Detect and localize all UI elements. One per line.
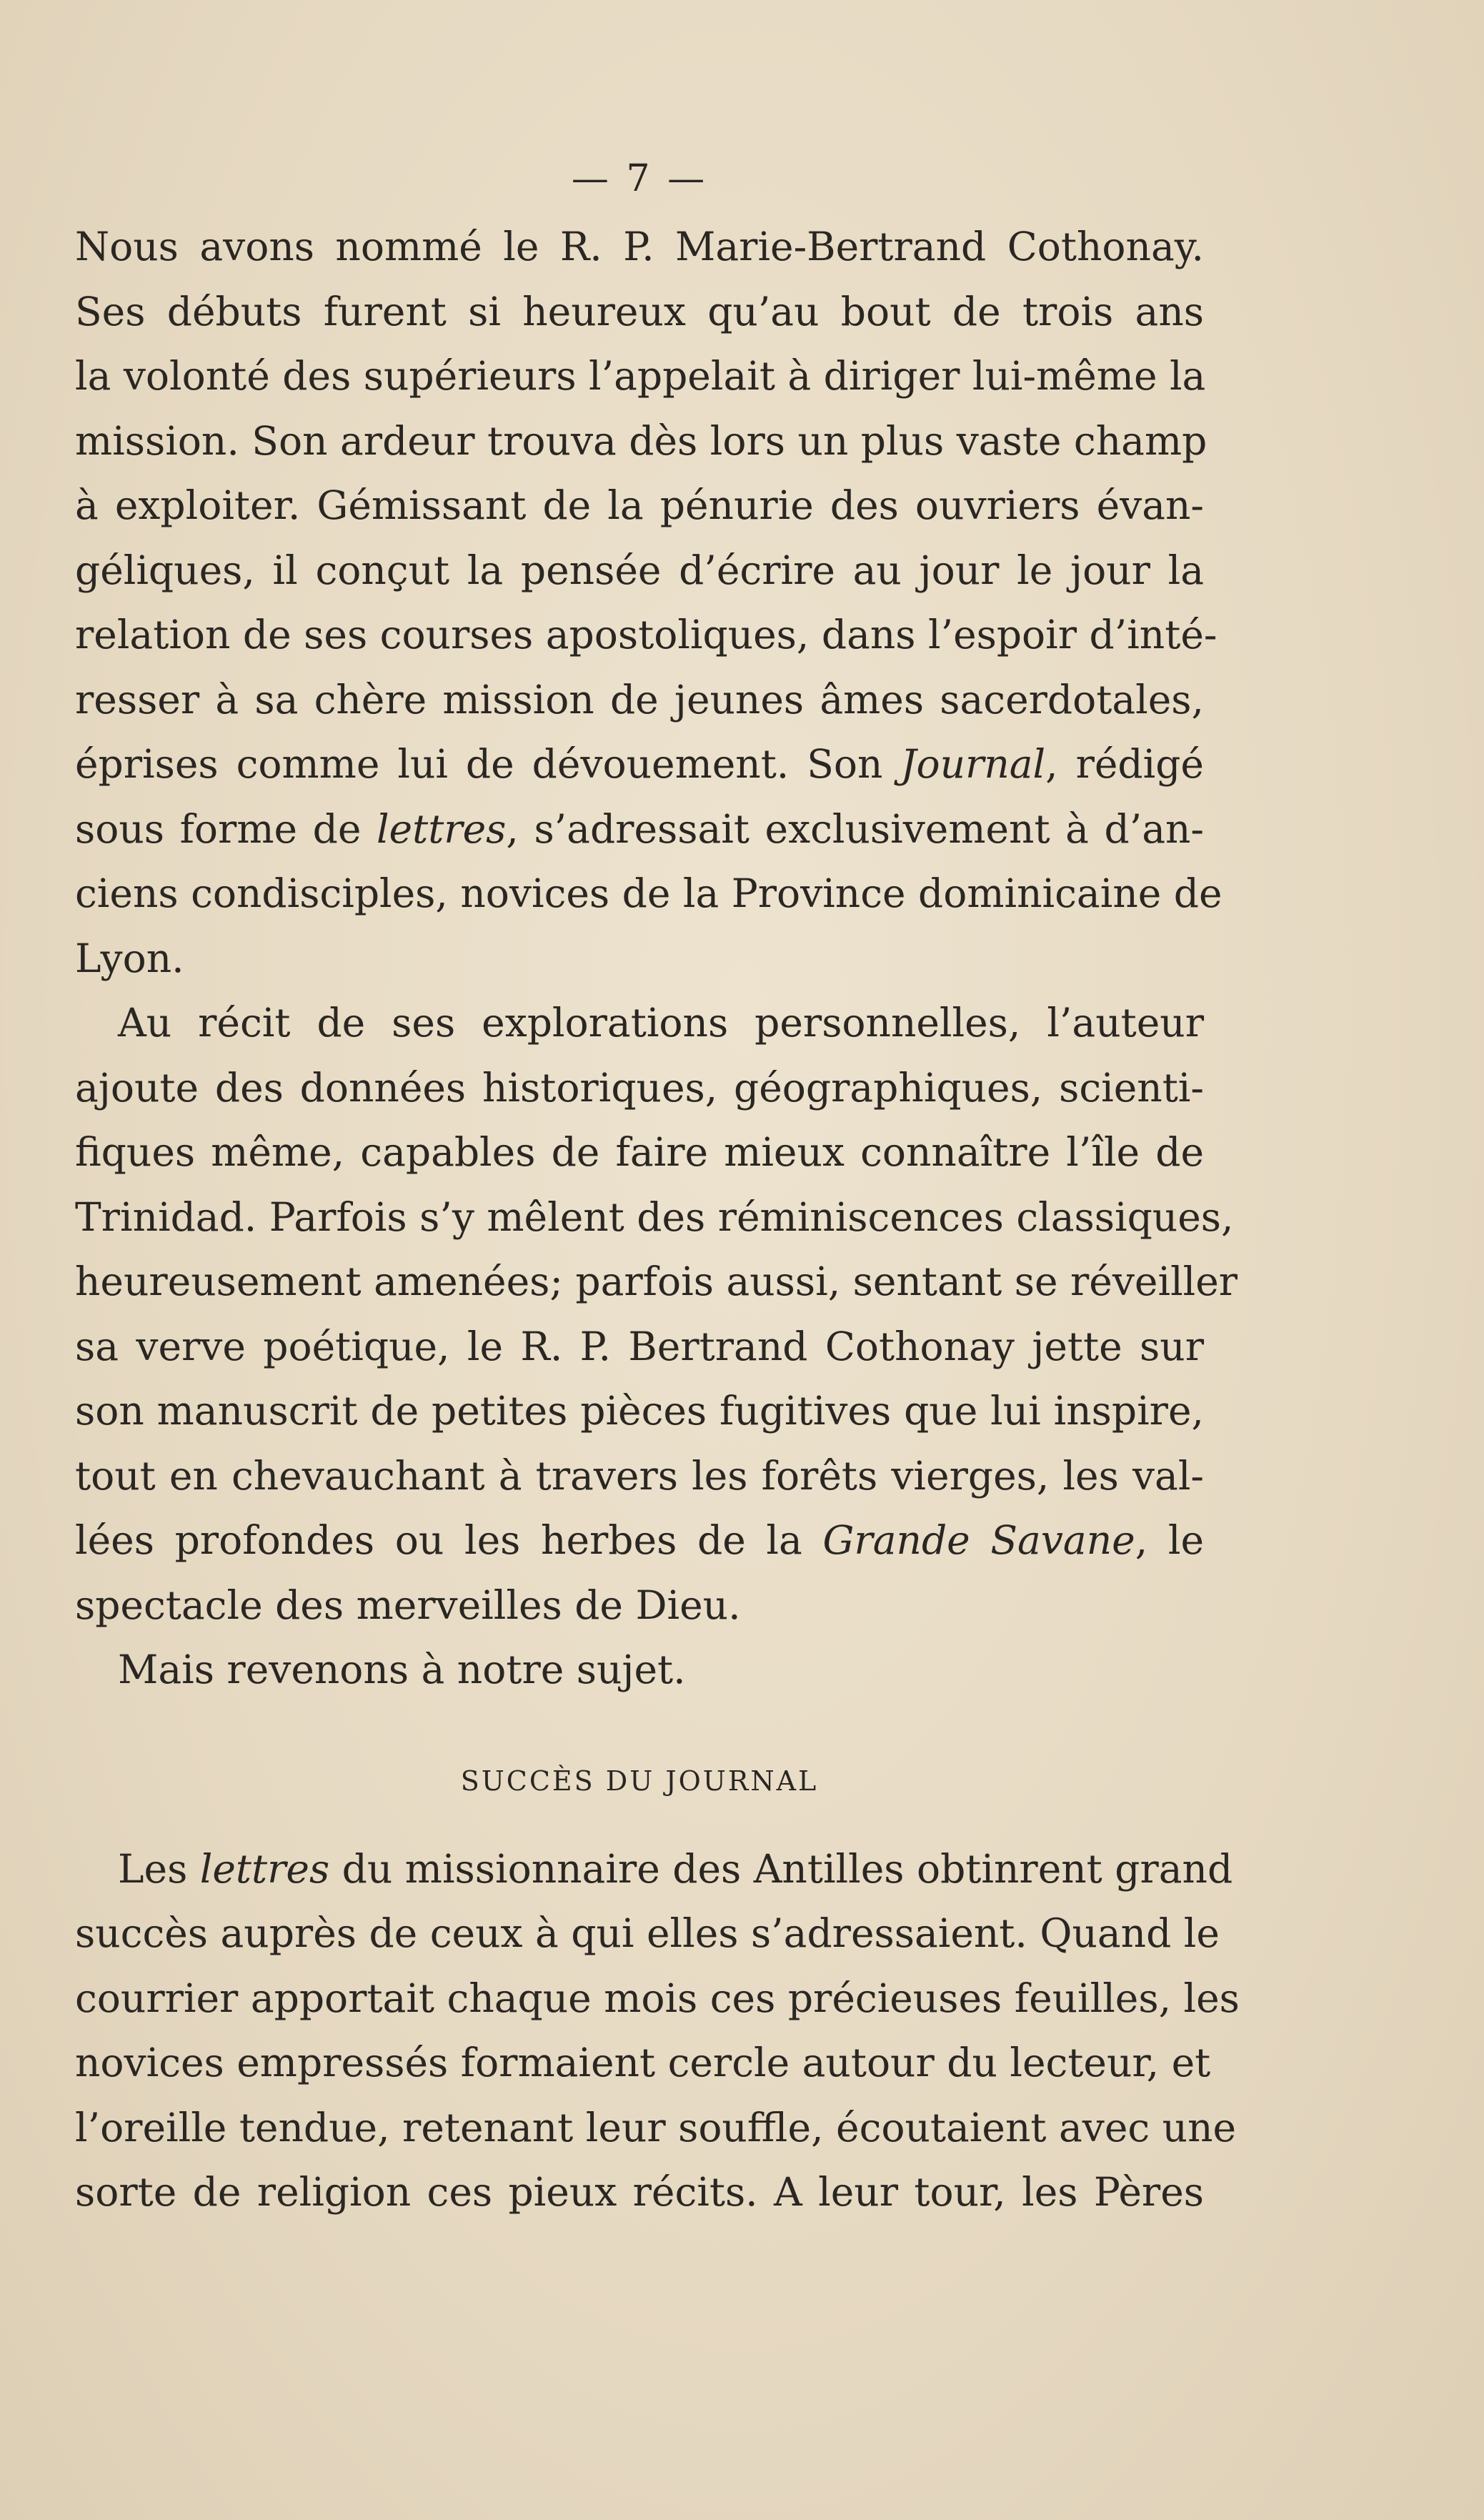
text-line: heureusement amenées; parfois aussi, sentant se réveiller [75, 1259, 1238, 1304]
paragraph-4 [75, 1837, 1240, 2225]
text-line: la volonté des supérieurs l’appelait à diriger lui-même la [75, 353, 1206, 399]
text-line: à exploiter. Gémissant de la pénurie des ouvriers évan- [75, 482, 1204, 528]
paragraph-3 [75, 1637, 1204, 1702]
page-number: — 7 — [571, 157, 708, 200]
text-line: tout en chevauchant à travers les forêts vierges, les val- [75, 1452, 1204, 1499]
text-line: relation de ses courses apostoliques, dans l’espoir d’inté- [75, 612, 1217, 658]
text-line: sous forme de lettres, s’adressait exclusivement à d’an- [75, 805, 1205, 852]
text-line: succès auprès de ceux à qui elles s’adressaient. Quand le [75, 1910, 1220, 1956]
paragraph-1 [75, 214, 1222, 991]
text-line: Mais revenons à notre sujet. [118, 1647, 686, 1692]
book-page [75, 150, 1240, 2225]
text-line: Les lettres du missionnaire des Antilles obtinrent grand [118, 1845, 1233, 1892]
text-line: Ses débuts furent si heureux qu’au bout de trois ans [75, 288, 1204, 334]
text-line: sa verve poétique, le R. P. Bertrand Cothonay jette sur [75, 1323, 1204, 1369]
text-line: l’oreille tendue, retenant leur souffle, écoutaient avec une [75, 2104, 1237, 2151]
text-line: fiques même, capables de faire mieux connaître l’île de [75, 1129, 1204, 1175]
text-line: ciens condisciples, novices de la Province dominicaine de [75, 870, 1222, 916]
paragraph-2 [75, 991, 1238, 1637]
text-line: ajoute des données historiques, géographiques, scienti- [75, 1064, 1204, 1111]
text-line: Trinidad. Parfois s’y mêlent des réminiscences classiques, [75, 1194, 1234, 1240]
text-line: Nous avons nommé le R. P. Marie-Bertrand Cothonay. [75, 224, 1204, 269]
text-line: son manuscrit de petites pièces fugitives que lui inspire, [75, 1388, 1204, 1434]
text-line: Au récit de ses explorations personnelles, l’auteur [118, 1000, 1204, 1046]
section-heading: SUCCÈS DU JOURNAL [460, 1765, 819, 1797]
text-line: éprises comme lui de dévouement. Son Journal, rédigé [75, 741, 1204, 787]
text-line: lées profondes ou les herbes de la Grande Savane, le [75, 1517, 1204, 1563]
text-line: géliques, il conçut la pensée d’écrire au jour le jour la [75, 547, 1204, 593]
text-line: Lyon. [75, 935, 184, 981]
text-line: mission. Son ardeur trouva dès lors un plus vaste champ [75, 417, 1207, 464]
text-line: sorte de religion ces pieux récits. A leur tour, les Pères [75, 2169, 1204, 2215]
text-line: courrier apportait chaque mois ces précieuses feuilles, les [75, 1975, 1240, 2021]
text-line: resser à sa chère mission de jeunes âmes sacerdotales, [75, 676, 1204, 723]
text-line: spectacle des merveilles de Dieu. [75, 1582, 741, 1628]
text-line: novices empressés formaient cercle autour du lecteur, et [75, 2040, 1211, 2085]
